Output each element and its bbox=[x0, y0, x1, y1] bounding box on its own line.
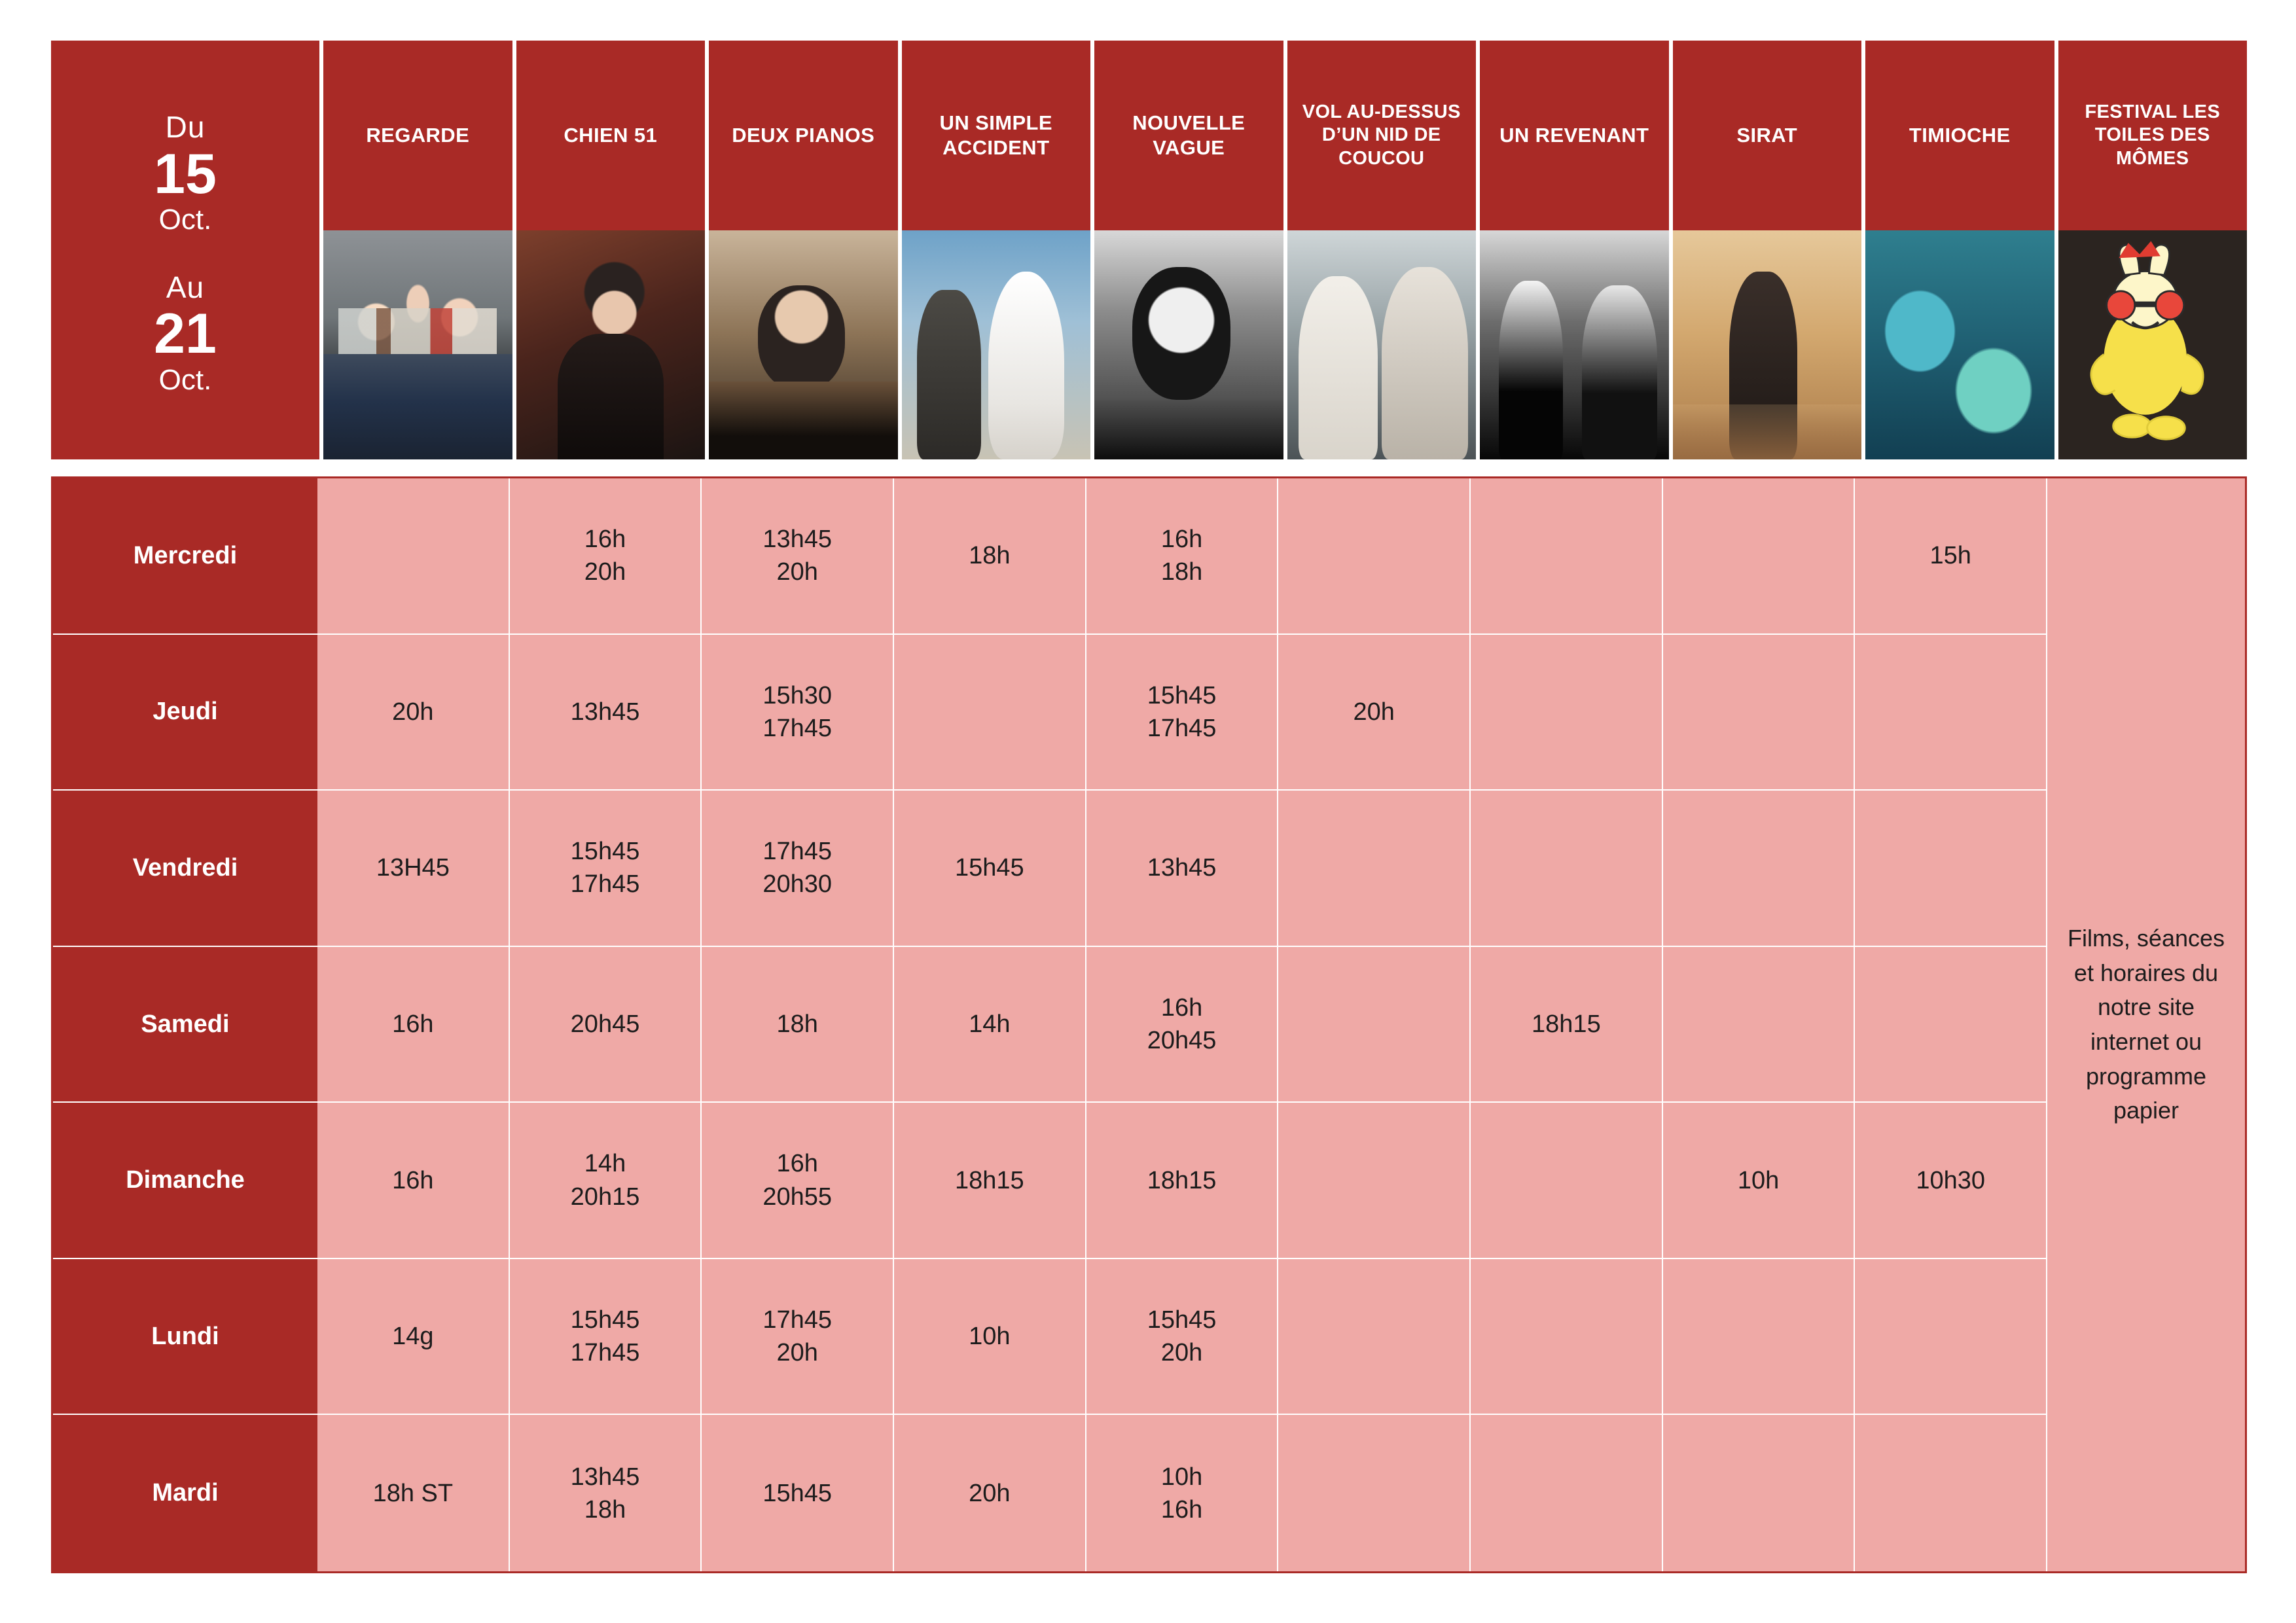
showtime-cell[interactable] bbox=[702, 635, 894, 791]
showtime: 20h45 bbox=[570, 1010, 640, 1038]
showtime-cell[interactable] bbox=[894, 1415, 1086, 1571]
showtime: 17h45 bbox=[1147, 714, 1217, 742]
poster-artwork bbox=[709, 230, 898, 459]
showtime-cell bbox=[1471, 1259, 1663, 1416]
film-title: SIRAT bbox=[1673, 41, 1862, 230]
day-label: Jeudi bbox=[53, 635, 317, 791]
showtime-cell[interactable] bbox=[1086, 635, 1279, 791]
showtime-cell[interactable] bbox=[702, 1415, 894, 1571]
showtime: 20h bbox=[776, 1339, 818, 1367]
showtime-cell[interactable] bbox=[1086, 1415, 1279, 1571]
showtime: 13h45 bbox=[570, 698, 640, 726]
festival-column bbox=[2046, 478, 2245, 1571]
festival-note: Films, séances et horaires du notre site internet ou programme papier bbox=[2047, 915, 2245, 1134]
poster-artwork bbox=[1094, 230, 1283, 459]
film-title: UN REVENANT bbox=[1480, 41, 1669, 230]
showtime-cell bbox=[1278, 1415, 1471, 1571]
showtime: 17h45 bbox=[762, 714, 833, 742]
showtime-slots bbox=[317, 1415, 2046, 1571]
showtime-cell[interactable] bbox=[702, 1103, 894, 1259]
showtime: 20h45 bbox=[1147, 1027, 1217, 1055]
table-row bbox=[53, 478, 2046, 635]
showtime: 16h bbox=[584, 526, 626, 554]
showtime-cell bbox=[1663, 791, 1856, 947]
showtime: 13h45 bbox=[1147, 854, 1217, 882]
showtime-cell[interactable] bbox=[1663, 1103, 1856, 1259]
showtime-cell bbox=[1471, 635, 1663, 791]
poster-artwork bbox=[902, 230, 1091, 459]
showtime-cell[interactable] bbox=[894, 1103, 1086, 1259]
showtime: 18h15 bbox=[955, 1166, 1024, 1194]
showtime: 20h30 bbox=[762, 870, 833, 899]
showtime-cell[interactable] bbox=[317, 635, 510, 791]
showtime-cell[interactable] bbox=[894, 478, 1086, 635]
showtime-cell bbox=[1663, 947, 1856, 1103]
film-poster bbox=[1094, 230, 1283, 459]
film-title: UN SIMPLE ACCIDENT bbox=[902, 41, 1091, 230]
film-column bbox=[516, 41, 706, 459]
showtime-cell[interactable] bbox=[894, 1259, 1086, 1416]
showtime-cell bbox=[317, 478, 510, 635]
showtime: 16h bbox=[392, 1166, 434, 1194]
showtime-cell[interactable] bbox=[510, 1259, 702, 1416]
showtime-cell[interactable] bbox=[1086, 478, 1279, 635]
showtime-cell bbox=[1471, 1415, 1663, 1571]
showtime: 18h bbox=[1160, 558, 1203, 586]
header-row bbox=[51, 41, 2247, 459]
showtime: 14g bbox=[392, 1323, 434, 1351]
showtime-slots bbox=[317, 791, 2046, 947]
showtime-cell[interactable] bbox=[894, 791, 1086, 947]
showtime-cell bbox=[1278, 791, 1471, 947]
film-title: VOL AU-DESSUS D’UN NID DE COUCOU bbox=[1287, 41, 1477, 230]
date-from-month: Oct. bbox=[158, 203, 212, 236]
showtime: 14h bbox=[969, 1010, 1011, 1038]
film-column bbox=[1673, 41, 1862, 459]
showtime: 20h15 bbox=[570, 1183, 640, 1211]
showtime: 16h bbox=[1160, 1495, 1203, 1524]
film-poster bbox=[1673, 230, 1862, 459]
showtime-cell[interactable] bbox=[510, 947, 702, 1103]
table-row bbox=[53, 1259, 2046, 1416]
film-column bbox=[902, 41, 1091, 459]
film-poster bbox=[902, 230, 1091, 459]
showtime: 17h45 bbox=[762, 838, 833, 866]
film-poster bbox=[2058, 230, 2248, 459]
showtime-slots bbox=[317, 1259, 2046, 1416]
day-label: Lundi bbox=[53, 1259, 317, 1416]
showtime-cell bbox=[1855, 1415, 2046, 1571]
film-poster bbox=[516, 230, 706, 459]
showtime-cell[interactable] bbox=[1278, 635, 1471, 791]
film-title: NOUVELLE VAGUE bbox=[1094, 41, 1283, 230]
film-poster bbox=[323, 230, 512, 459]
showtime: 10h bbox=[1160, 1463, 1203, 1491]
showtime: 15h45 bbox=[1147, 681, 1217, 709]
showtime-cell bbox=[1663, 1415, 1856, 1571]
showtime-cell[interactable] bbox=[1855, 1103, 2046, 1259]
schedule-body bbox=[53, 478, 2245, 1571]
showtime: 18h15 bbox=[1147, 1166, 1217, 1194]
date-to-label: Au bbox=[166, 270, 205, 304]
showtime-cell[interactable] bbox=[1086, 791, 1279, 947]
day-label: Samedi bbox=[53, 947, 317, 1103]
showtime-slots bbox=[317, 1103, 2046, 1259]
showtime: 13h45 bbox=[762, 526, 833, 554]
showtime-cell[interactable] bbox=[510, 478, 702, 635]
showtime-cell bbox=[1855, 1259, 2046, 1416]
poster-artwork bbox=[1865, 230, 2054, 459]
showtime: 13H45 bbox=[376, 854, 450, 882]
showtime: 20h bbox=[1160, 1339, 1203, 1367]
day-label: Vendredi bbox=[53, 791, 317, 947]
showtime-cell[interactable] bbox=[1086, 1259, 1279, 1416]
showtime-cell bbox=[1278, 1103, 1471, 1259]
day-label: Mercredi bbox=[53, 478, 317, 635]
film-poster bbox=[1287, 230, 1477, 459]
film-column bbox=[1094, 41, 1283, 459]
showtime: 14h bbox=[584, 1150, 626, 1178]
showtime-cell bbox=[1663, 1259, 1856, 1416]
film-title: FESTIVAL LES TOILES DES MÔMES bbox=[2058, 41, 2248, 230]
table-row bbox=[53, 635, 2046, 791]
showtime-cell[interactable] bbox=[894, 947, 1086, 1103]
film-columns bbox=[323, 41, 2247, 459]
table-row bbox=[53, 947, 2046, 1103]
showtime-cell[interactable] bbox=[317, 1259, 510, 1416]
showtime-cell[interactable] bbox=[702, 1259, 894, 1416]
date-range-cell bbox=[51, 41, 319, 459]
showtime: 18h bbox=[776, 1010, 818, 1038]
schedule-grid bbox=[51, 476, 2247, 1573]
showtime: 20h bbox=[392, 698, 434, 726]
showtime: 20h bbox=[1353, 698, 1395, 726]
showtime-cell[interactable] bbox=[702, 947, 894, 1103]
showtime-cell[interactable] bbox=[1086, 947, 1279, 1103]
showtime: 16h bbox=[1160, 993, 1203, 1022]
showtime-slots bbox=[317, 635, 2046, 791]
showtime-cell[interactable] bbox=[1855, 478, 2046, 635]
film-poster bbox=[709, 230, 898, 459]
poster-artwork bbox=[1480, 230, 1669, 459]
showtime: 15h45 bbox=[570, 838, 640, 866]
showtime-cell[interactable] bbox=[702, 478, 894, 635]
film-title: DEUX PIANOS bbox=[709, 41, 898, 230]
showtime: 16h bbox=[1160, 526, 1203, 554]
showtime-cell bbox=[1663, 635, 1856, 791]
showtime: 15h45 bbox=[762, 1479, 833, 1507]
showtime-cell bbox=[1471, 1103, 1663, 1259]
showtime-cell[interactable] bbox=[1471, 947, 1663, 1103]
date-from-day: 15 bbox=[154, 142, 217, 205]
showtime: 15h30 bbox=[762, 681, 833, 709]
showtime-cell[interactable] bbox=[317, 1415, 510, 1571]
showtime-cell bbox=[1663, 478, 1856, 635]
showtime-cell[interactable] bbox=[510, 791, 702, 947]
showtime-cell[interactable] bbox=[317, 947, 510, 1103]
showtime: 10h30 bbox=[1916, 1166, 1986, 1194]
showtime: 18h bbox=[969, 542, 1011, 570]
poster-artwork bbox=[1287, 230, 1477, 459]
showtime-slots bbox=[317, 478, 2046, 635]
showtime: 10h bbox=[969, 1323, 1011, 1351]
poster-artwork bbox=[323, 230, 512, 459]
showtime-cell[interactable] bbox=[702, 791, 894, 947]
date-to-day: 21 bbox=[154, 302, 217, 366]
film-column bbox=[1480, 41, 1669, 459]
film-column bbox=[1287, 41, 1477, 459]
showtime-cell[interactable] bbox=[317, 1103, 510, 1259]
film-column bbox=[1865, 41, 2054, 459]
showtime: 17h45 bbox=[570, 870, 640, 899]
film-title: TIMIOCHE bbox=[1865, 41, 2054, 230]
cinema-schedule-sheet bbox=[51, 41, 2247, 1588]
date-from-label: Du bbox=[165, 110, 206, 145]
showtime: 15h45 bbox=[955, 854, 1024, 882]
showtime: 15h45 bbox=[1147, 1306, 1217, 1334]
day-label: Mardi bbox=[53, 1415, 317, 1571]
showtime-cell[interactable] bbox=[510, 1103, 702, 1259]
film-poster bbox=[1865, 230, 2054, 459]
showtime: 18h bbox=[584, 1495, 626, 1524]
showtime: 18h15 bbox=[1532, 1010, 1601, 1038]
film-title: REGARDE bbox=[323, 41, 512, 230]
poster-artwork bbox=[1673, 230, 1862, 459]
showtime: 17h45 bbox=[570, 1339, 640, 1367]
showtime-cell bbox=[1855, 947, 2046, 1103]
rabbit-mascot-icon bbox=[2058, 230, 2248, 459]
table-row bbox=[53, 1415, 2046, 1571]
showtime-cell[interactable] bbox=[317, 791, 510, 947]
showtime: 16h bbox=[776, 1150, 818, 1178]
film-column bbox=[709, 41, 898, 459]
showtime-slots bbox=[317, 947, 2046, 1103]
table-row bbox=[53, 791, 2046, 947]
showtime-cell bbox=[1278, 478, 1471, 635]
showtime-cell bbox=[1278, 947, 1471, 1103]
showtime: 13h45 bbox=[570, 1463, 640, 1491]
showtime-cell bbox=[894, 635, 1086, 791]
showtime: 15h bbox=[1929, 542, 1971, 570]
film-poster bbox=[1480, 230, 1669, 459]
showtime: 16h bbox=[392, 1010, 434, 1038]
showtime: 10h bbox=[1737, 1166, 1780, 1194]
schedule-rows bbox=[53, 478, 2046, 1571]
showtime: 18h ST bbox=[372, 1479, 454, 1507]
showtime: 20h bbox=[584, 558, 626, 586]
film-column bbox=[323, 41, 512, 459]
showtime-cell[interactable] bbox=[510, 635, 702, 791]
film-title: CHIEN 51 bbox=[516, 41, 706, 230]
showtime: 20h bbox=[776, 558, 818, 586]
showtime-cell bbox=[1855, 635, 2046, 791]
day-label: Dimanche bbox=[53, 1103, 317, 1259]
date-to-month: Oct. bbox=[158, 363, 212, 396]
showtime: 15h45 bbox=[570, 1306, 640, 1334]
showtime-cell bbox=[1278, 1259, 1471, 1416]
poster-artwork bbox=[516, 230, 706, 459]
showtime-cell bbox=[1471, 478, 1663, 635]
film-column bbox=[2058, 41, 2248, 459]
showtime-cell bbox=[1855, 791, 2046, 947]
showtime-cell bbox=[1471, 791, 1663, 947]
showtime: 17h45 bbox=[762, 1306, 833, 1334]
showtime-cell[interactable] bbox=[510, 1415, 702, 1571]
showtime: 20h55 bbox=[762, 1183, 833, 1211]
showtime-cell[interactable] bbox=[1086, 1103, 1279, 1259]
table-row bbox=[53, 1103, 2046, 1259]
showtime: 20h bbox=[969, 1479, 1011, 1507]
